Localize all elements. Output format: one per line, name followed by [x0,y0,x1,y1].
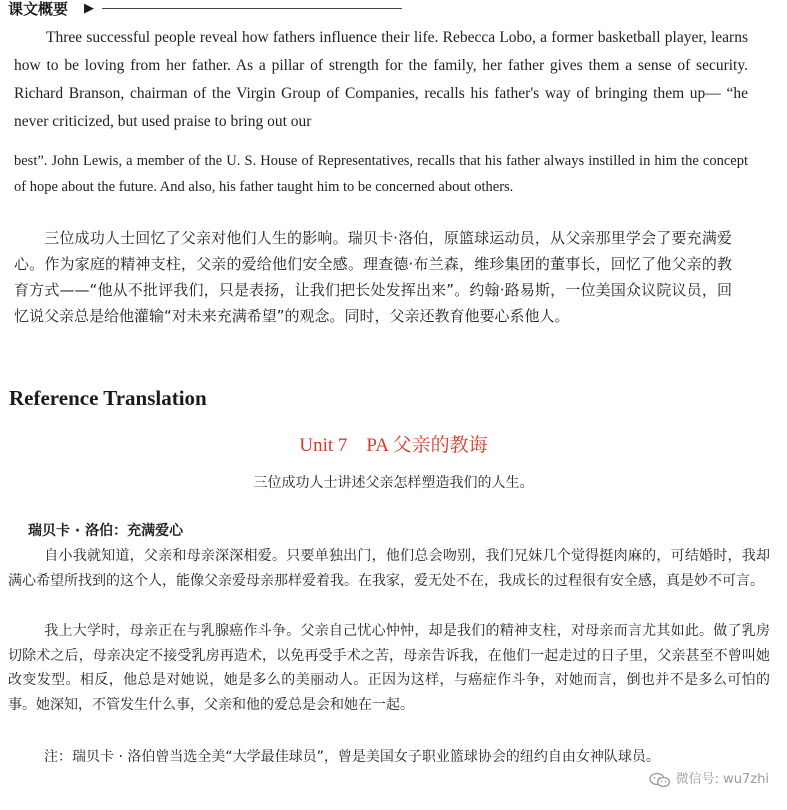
summary-section-header [8,0,778,18]
chinese-summary-paragraph [14,225,732,329]
english-summary-paragraph-2 [14,148,748,200]
translation-paragraph-2 [8,619,770,717]
article-subtitle: 三位成功人士讲述父亲怎样塑造我们的人生。 [253,475,534,491]
translation-text-2: 我上大学时，母亲正在与乳腺癌作斗争。父亲自己忧心忡忡，却是我们的精神支柱，对母亲而言尤其如此。做了乳房切除术之后，母亲决定不接受乳房再造术，以免再受手术之苦，母亲告诉我，在他们一起走过的日子里，父亲甚至不曾叫她改变发型。相反，他总是对她说，她是多么的美丽动人。正因为这样，与癌症作斗争，对她而言，倒也并不是多么可怕的事。她深知，不管发生什么事，父亲和他的爱总是会和她在一起。 [8,623,770,713]
unit-title: Unit 7 PA 父亲的教诲 [299,435,488,456]
translation-text-1: 自小我就知道，父亲和母亲深深相爱。只要单独出门，他们总会吻别，我们兄妹几个觉得挺肉麻的，可结婚时，我却满心希望所找到的这个人，能像父亲爱母亲那样爱着我。在我家，爱无处不在，我成长的过程很有安全感，真是妙不可言。 [8,548,770,589]
header-divider [102,8,402,9]
translation-note-text: 注：瑞贝卡 · 洛伯曾当选全美“大学最佳球员”，曾是美国女子职业篮球协会的纽约自由女神队球员。 [44,749,660,765]
translation-paragraph-1 [8,544,770,593]
english-summary-text-1: Three successful people reveal how fathers influence their life. Rebecca Lobo, a former basketball player, learns how to be loving from her father. As a pillar of strength for the family, her father gives them a sense of security. Richard Branson, chairman of the Virgin Group of Companies, recalls his father's way of bringing them up— “he never criticized, but used praise to bring out our [14,29,748,130]
summary-heading: 课文概要 [8,0,69,18]
english-summary-text-2: best”. John Lewis, a member of the U. S. House of Representatives, recalls that his father always instilled in him the concept of hope about the future. And also, his father taught him to be concerned about others. [14,153,748,195]
wechat-watermark [645,768,773,792]
watermark-label: 微信号: wu7zhi [675,772,769,787]
arrow-icon: ▶ [84,1,94,16]
reference-translation-heading: Reference Translation [9,386,207,410]
chinese-summary-text: 三位成功人士回忆了父亲对他们人生的影响。瑞贝卡·洛伯，原篮球运动员，从父亲那里学会了要充满爱心。作为家庭的精神支柱，父亲的爱给他们安全感。理查德·布兰森，维珍集团的董事长，回忆了他父亲的教育方式——“他从不批评我们，只是表扬，让我们把长处发挥出来”。约翰·路易斯，一位美国众议院议员，回忆说父亲总是给他灌输“对未来充满希望”的观念。同时，父亲还教育他要心系他人。 [14,229,732,325]
person-heading: 瑞贝卡 · 洛伯：充满爱心 [28,523,184,539]
english-summary-paragraph-1 [14,24,748,136]
wechat-icon [649,772,671,788]
translation-note [8,745,770,770]
